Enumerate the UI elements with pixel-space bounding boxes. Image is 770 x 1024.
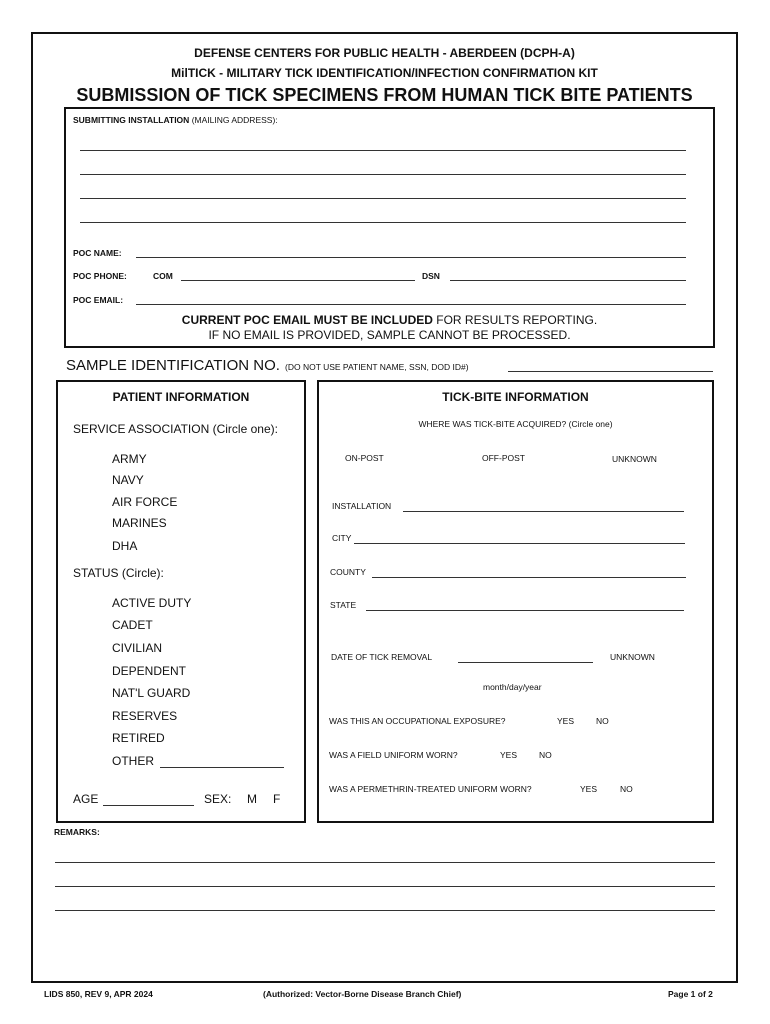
- installation-label-tick: INSTALLATION: [332, 501, 392, 511]
- org-heading: DEFENSE CENTERS FOR PUBLIC HEALTH - ABERDEEN (DCPH-A): [194, 46, 575, 60]
- status-option-other[interactable]: OTHER: [112, 754, 154, 768]
- location-option-off-post[interactable]: OFF-POST: [482, 453, 525, 463]
- installation-box: [64, 107, 715, 348]
- sample-id-field[interactable]: [508, 371, 713, 372]
- service-association-label: SERVICE ASSOCIATION (Circle one):: [73, 422, 278, 436]
- occupational-question: WAS THIS AN OCCUPATIONAL EXPOSURE?: [329, 716, 506, 726]
- status-other-field[interactable]: [160, 767, 284, 768]
- tick-bite-info-heading: TICK-BITE INFORMATION: [442, 390, 589, 404]
- service-option-marines[interactable]: MARINES: [112, 516, 167, 530]
- remarks-line-3[interactable]: [55, 910, 715, 911]
- county-label: COUNTY: [330, 567, 366, 577]
- address-line-2[interactable]: [80, 174, 686, 175]
- location-option-on-post[interactable]: ON-POST: [345, 453, 384, 463]
- sex-option-male[interactable]: M: [247, 792, 257, 806]
- permethrin-question: WAS A PERMETHRIN-TREATED UNIFORM WORN?: [329, 784, 532, 794]
- service-option-army[interactable]: ARMY: [112, 452, 147, 466]
- poc-name-field[interactable]: [136, 257, 686, 258]
- poc-email-label: POC EMAIL:: [73, 295, 124, 305]
- permethrin-no[interactable]: NO: [620, 784, 633, 794]
- service-option-dha[interactable]: DHA: [112, 539, 138, 553]
- email-notice-bold: CURRENT POC EMAIL MUST BE INCLUDED: [181, 313, 433, 327]
- remarks-line-2[interactable]: [55, 886, 715, 887]
- field-uniform-question: WAS A FIELD UNIFORM WORN?: [329, 750, 458, 760]
- remarks-label: REMARKS:: [54, 827, 100, 837]
- sex-option-female[interactable]: F: [273, 792, 281, 806]
- location-option-unknown[interactable]: UNKNOWN: [612, 454, 657, 464]
- date-removal-field[interactable]: [458, 662, 593, 663]
- sex-label: SEX:: [204, 792, 232, 806]
- installation-label-rest: (MAILING ADDRESS):: [191, 115, 278, 125]
- date-format-hint: month/day/year: [483, 682, 542, 692]
- status-option-civilian[interactable]: CIVILIAN: [112, 641, 163, 655]
- service-option-navy[interactable]: NAVY: [112, 473, 144, 487]
- installation-label-bold: SUBMITTING INSTALLATION: [73, 115, 190, 125]
- dsn-label: DSN: [422, 271, 440, 281]
- status-option-natl-guard[interactable]: NAT'L GUARD: [112, 686, 191, 700]
- sample-id-note: (DO NOT USE PATIENT NAME, SSN, DOD ID#): [285, 362, 469, 372]
- patient-info-heading: PATIENT INFORMATION: [112, 390, 250, 404]
- county-field[interactable]: [372, 577, 686, 578]
- address-line-3[interactable]: [80, 198, 686, 199]
- status-option-cadet[interactable]: CADET: [112, 618, 153, 632]
- status-option-reserves[interactable]: RESERVES: [112, 709, 178, 723]
- dsn-phone-field[interactable]: [450, 280, 686, 281]
- field-uniform-yes[interactable]: YES: [500, 750, 518, 760]
- sample-id-label: SAMPLE IDENTIFICATION NO.: [66, 357, 280, 374]
- service-option-air-force[interactable]: AIR FORCE: [112, 495, 178, 509]
- state-field[interactable]: [366, 610, 684, 611]
- field-uniform-no[interactable]: NO: [539, 750, 552, 760]
- remarks-line-1[interactable]: [55, 862, 715, 863]
- where-acquired-question: WHERE WAS TICK-BITE ACQUIRED? (Circle one): [418, 419, 613, 429]
- installation-field[interactable]: [403, 511, 684, 512]
- status-label: STATUS (Circle):: [73, 566, 164, 580]
- status-option-dependent[interactable]: DEPENDENT: [112, 664, 187, 678]
- permethrin-yes[interactable]: YES: [580, 784, 598, 794]
- poc-phone-label: POC PHONE:: [73, 271, 127, 281]
- date-removal-label: DATE OF TICK REMOVAL: [331, 652, 433, 662]
- address-line-4[interactable]: [80, 222, 686, 223]
- form-title: SUBMISSION OF TICK SPECIMENS FROM HUMAN TICK BITE PATIENTS: [76, 85, 693, 105]
- installation-label: [73, 115, 278, 125]
- occupational-no[interactable]: NO: [596, 716, 609, 726]
- date-removal-unknown[interactable]: UNKNOWN: [610, 652, 655, 662]
- city-field[interactable]: [354, 543, 685, 544]
- city-label: CITY: [332, 533, 352, 543]
- occupational-yes[interactable]: YES: [557, 716, 575, 726]
- email-notice-rest: FOR RESULTS REPORTING.: [436, 313, 598, 327]
- page-number: Page 1 of 2: [668, 989, 713, 999]
- address-line-1[interactable]: [80, 150, 686, 151]
- status-option-retired[interactable]: RETIRED: [112, 731, 165, 745]
- com-label: COM: [153, 271, 173, 281]
- age-label: AGE: [73, 792, 99, 806]
- kit-heading: MilTICK - MILITARY TICK IDENTIFICATION/INFECTION CONFIRMATION KIT: [171, 66, 598, 80]
- com-phone-field[interactable]: [181, 280, 415, 281]
- authorization-note: (Authorized: Vector-Borne Disease Branch Chief): [263, 989, 462, 999]
- poc-email-field[interactable]: [136, 304, 686, 305]
- status-option-active-duty[interactable]: ACTIVE DUTY: [112, 596, 192, 610]
- state-label: STATE: [330, 600, 357, 610]
- age-field[interactable]: [103, 805, 194, 806]
- email-notice: [64, 313, 715, 327]
- email-notice-line2: IF NO EMAIL IS PROVIDED, SAMPLE CANNOT BE PROCESSED.: [208, 328, 571, 342]
- poc-name-label: POC NAME:: [73, 248, 122, 258]
- form-number: LIDS 850, REV 9, APR 2024: [44, 989, 153, 999]
